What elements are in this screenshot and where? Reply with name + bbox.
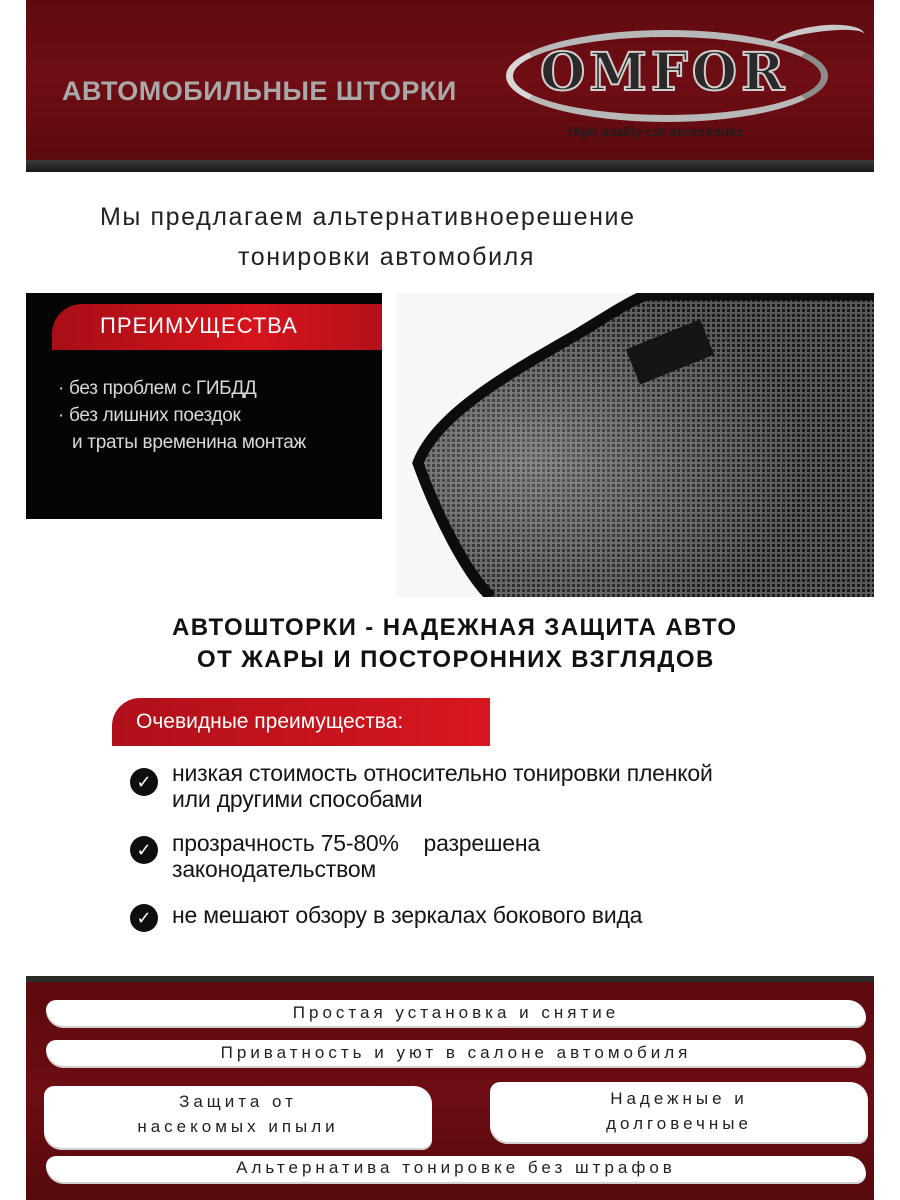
feature-pill-label: Простая установка и снятие <box>292 1003 620 1022</box>
benefit-line: низкая стоимость относительно тонировки пленкой <box>172 760 713 786</box>
benefit-line: законодательством <box>172 856 377 882</box>
header-divider <box>26 160 874 172</box>
benefit-line: или другими способами <box>172 786 423 812</box>
advantage-item: · без проблем с ГИБДД <box>58 378 257 399</box>
feature-pill-label: Альтернатива тонировке без штрафов <box>236 1158 676 1177</box>
advantage-item: и траты временина монтаж <box>72 432 306 453</box>
advantages-title: ПРЕИМУЩЕСТВА <box>100 313 298 338</box>
mesh-shade-image <box>396 293 874 597</box>
check-circle-icon: ✓ <box>130 836 158 864</box>
feature-pill-label: Приватность и уют в салоне автомобиля <box>220 1043 692 1062</box>
feature-pill-label: долговечные <box>606 1114 752 1133</box>
check-circle-icon: ✓ <box>130 904 158 932</box>
headline-line-1: АВТОШТОРКИ - НАДЕЖНАЯ ЗАЩИТА АВТО <box>172 614 738 641</box>
check-circle-icon: ✓ <box>130 768 158 796</box>
intro-line-2: тонировки автомобиля <box>238 243 535 271</box>
feature-pill-label: насекомых ипыли <box>137 1117 339 1136</box>
benefit-line: прозрачность 75-80% разрешена <box>172 830 540 856</box>
brand-logo: OMFOR <box>540 42 789 103</box>
header-title: АВТОМОБИЛЬНЫЕ ШТОРКИ <box>62 76 457 106</box>
intro-line-1: Мы предлагаем альтернативноерешение <box>100 203 636 231</box>
feature-pill-label: Защита от <box>179 1092 297 1111</box>
advantage-item: · без лишних поездок <box>58 405 241 426</box>
benefit-line: не мешают обзору в зеркалах бокового вида <box>172 902 643 928</box>
headline-line-2: ОТ ЖАРЫ И ПОСТОРОННИХ ВЗГЛЯДОВ <box>197 646 715 673</box>
feature-pill-label: Надежные и <box>610 1089 748 1108</box>
brand-tagline: High quality car accessories <box>568 124 744 139</box>
mesh-shade-illustration <box>396 293 874 597</box>
obvious-advantages-title: Очевидные преимущества: <box>136 710 404 733</box>
